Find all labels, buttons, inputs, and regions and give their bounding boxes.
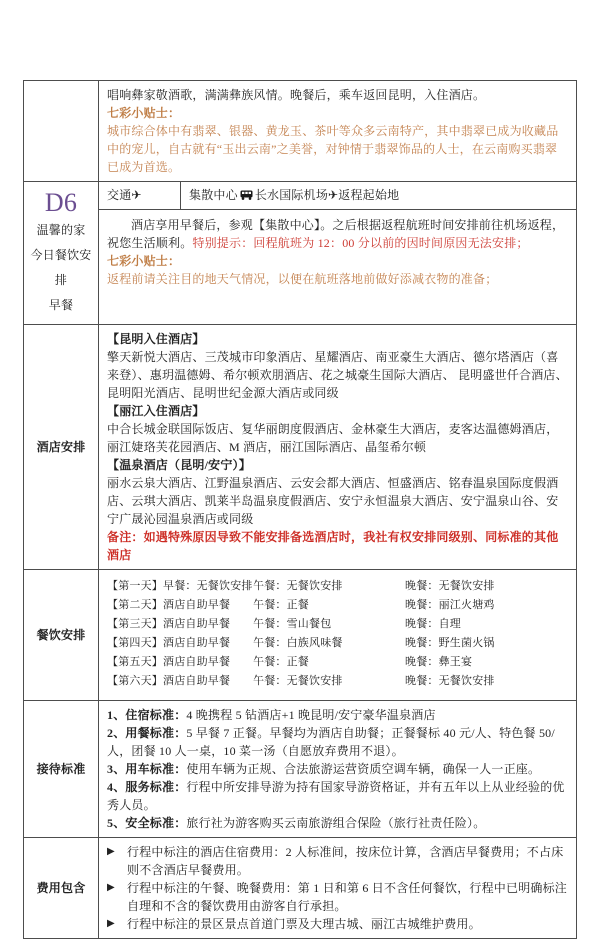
meal-day-row — [107, 653, 568, 672]
row-meals — [24, 570, 576, 701]
meal-lunch: 午餐：白族风味餐 — [253, 637, 343, 649]
meals-content — [99, 570, 576, 700]
day6-content — [99, 182, 576, 324]
tip-title: 七彩小贴士： — [107, 254, 181, 268]
bullet-triangle-icon: ▶ — [107, 882, 115, 893]
hotels-content — [99, 325, 576, 569]
standard-item — [107, 760, 568, 778]
row-hotels — [24, 325, 576, 570]
standard-title: 5、安全标准： — [107, 816, 187, 830]
fees-label: 费用包含 — [24, 838, 99, 938]
hotel-group-title: 【丽江入住酒店】 — [107, 404, 205, 418]
standard-body: 使用车辆为正规、合法旅游运营资质空调车辆，确保一人一正座。 — [186, 762, 541, 776]
bus-icon — [240, 187, 253, 205]
row-standards — [24, 701, 576, 838]
meal-lunch: 午餐：雪山餐包 — [253, 618, 332, 630]
transport-label: 交通 — [107, 188, 132, 202]
meal-day-row — [107, 596, 568, 615]
meal-day-breakfast: 【第一天】早餐：无餐饮安排 — [107, 580, 253, 592]
standard-body: 旅行社为游客购买云南旅游组合保险（旅行社责任险）。 — [186, 816, 486, 830]
hotel-group-list: 丽水云泉大酒店、江野温泉酒店、云安会都大酒店、恒盛酒店、铭春温泉国际度假酒店、云琪大酒店、凯莱半岛温泉度假酒店、安宁永恒温泉大酒店、安宁温泉山谷、安宁广晟沁园温泉酒店或同级 — [107, 476, 559, 526]
day-subtitle-1: 温馨的家 — [36, 223, 86, 237]
meal-dinner: 晚餐：丽江火塘鸡 — [405, 599, 495, 611]
standard-body: 4 晚携程 5 钻酒店+1 晚昆明/安宁豪华温泉酒店 — [186, 708, 436, 722]
meals-label: 餐饮安排 — [24, 570, 99, 700]
row-previous-day — [24, 81, 576, 182]
meal-day-row — [107, 615, 568, 634]
transport-route-cell — [181, 182, 576, 209]
meal-dinner: 晚餐：自理 — [405, 618, 461, 630]
hotel-group-list: 擎天新悦大酒店、三茂城市印象酒店、星耀酒店、南亚豪生大酒店、德尔塔酒店（喜来登）、惠玥温德姆、希尔顿欢朋酒店、花之城豪生国际大酒店、 昆明盛世仟合酒店、昆明阳光酒店、昆明世纪金源大酒店或同级 — [107, 350, 568, 400]
meal-day-breakfast: 【第五天】酒店自助早餐 — [107, 656, 231, 668]
bullet-triangle-icon: ▶ — [107, 846, 115, 857]
plane-icon: ✈ — [131, 188, 142, 202]
meal-dinner: 晚餐：无餐饮安排 — [405, 675, 495, 687]
standards-label: 接待标准 — [24, 701, 99, 837]
meal-dinner: 晚餐：无餐饮安排 — [405, 580, 495, 592]
standard-item — [107, 814, 568, 832]
fees-content — [99, 838, 576, 938]
meal-lunch: 午餐：正餐 — [253, 599, 309, 611]
meal-day-breakfast: 【第三天】酒店自助早餐 — [107, 618, 231, 630]
meal-day-breakfast: 【第二天】酒店自助早餐 — [107, 599, 231, 611]
hotel-group-title: 【昆明入住酒店】 — [107, 332, 205, 346]
standard-body: 5 早餐 7 正餐。早餐均为酒店自助餐；正餐餐标 40 元/人、特色餐 50/人，团餐 10 人一桌，10 菜一汤（自愿放弃费用不退）。 — [107, 726, 555, 758]
standard-title: 3、用车标准： — [107, 762, 187, 776]
transport-row — [99, 182, 576, 210]
row-day6 — [24, 182, 576, 325]
itinerary-table — [23, 80, 577, 939]
fee-item — [107, 915, 568, 933]
hotels-label: 酒店安排 — [24, 325, 99, 569]
day-code: D6 — [44, 188, 78, 217]
meal-lunch: 午餐：正餐 — [253, 656, 309, 668]
meal-lunch: 午餐：无餐饮安排 — [253, 675, 343, 687]
fee-text: 行程中标注的酒店住宿费用：2 人标准间，按床位计算，含酒店早餐费用；不占床则不含酒店早餐费用。 — [127, 845, 564, 877]
fee-text: 行程中标注的午餐、晚餐费用：第 1 日和第 6 日不含任何餐饮，行程中已明确标注自理和不含的餐饮费用由游客自行承担。 — [127, 881, 568, 913]
standard-title: 2、用餐标准： — [107, 726, 187, 740]
day-description — [99, 210, 576, 306]
meal-day-row — [107, 577, 568, 596]
route-mid: 长水国际机场 — [254, 188, 329, 202]
standard-item — [107, 724, 568, 760]
tip-body: 城市综合体中有翡翠、银器、黄龙玉、茶叶等众多云南特产，其中翡翠已成为收藏品中的宠儿，自古就有“玉出云南”之美誉，对钟情于翡翠饰品的人士，在云南购买翡翠已成为首选。 — [107, 124, 559, 174]
standard-item — [107, 778, 568, 814]
meal-dinner: 晚餐：彝王宴 — [405, 656, 473, 668]
description-text: 酒店享用早餐后，参观【集散中心】。之后根据返程航班时间安排前往机场返程，祝您生活顺利。 — [107, 218, 565, 250]
meal-day-row — [107, 672, 568, 691]
standard-title: 4、服务标准： — [107, 780, 187, 794]
previous-day-label-cell — [24, 81, 99, 181]
row-fees — [24, 838, 576, 938]
day-subtitle-2: 今日餐饮安排 — [30, 248, 92, 287]
hotel-group-list: 中合长城金联国际饭店、复华丽朗度假酒店、金林豪生大酒店，麦客达温德姆酒店，丽江婕珞芙花园酒店、M 酒店，丽江国际酒店、晶玺希尔顿 — [107, 422, 559, 454]
day6-label-cell — [24, 182, 99, 324]
special-notice-text: 特别提示：回程航班为 12：00 分以前的因时间原因无法安排； — [192, 236, 529, 250]
route-from: 集散中心 — [189, 188, 238, 202]
standard-body: 行程中所安排导游为持有国家导游资格证，并有五年以上从业经验的优秀人员。 — [107, 780, 565, 812]
meal-day-row — [107, 634, 568, 653]
plane-icon: ✈ — [328, 188, 339, 202]
meal-dinner: 晚餐：野生菌火锅 — [405, 637, 495, 649]
tip-body: 返程前请关注目的地天气情况，以便在航班落地前做好添减衣物的准备； — [107, 272, 498, 286]
hotel-note: 备注：如遇特殊原因导致不能安排备选酒店时，我社有权安排同级别、同标准的其他酒店 — [107, 530, 559, 562]
standard-item — [107, 706, 568, 724]
tip-title: 七彩小贴士： — [107, 106, 181, 120]
fee-item — [107, 843, 568, 879]
meal-day-breakfast: 【第四天】酒店自助早餐 — [107, 637, 231, 649]
transport-label-cell — [99, 182, 181, 209]
meal-day-breakfast: 【第六天】酒店自助早餐 — [107, 675, 231, 687]
fee-item — [107, 879, 568, 915]
day-subtitle-3: 早餐 — [48, 298, 74, 312]
fee-text: 行程中标注的景区景点首道门票及大理古城、丽江古城维护费用。 — [127, 917, 481, 931]
standard-title: 1、住宿标准： — [107, 708, 187, 722]
day-description-paragraph — [107, 216, 568, 252]
bullet-triangle-icon: ▶ — [107, 918, 115, 929]
previous-day-content — [99, 81, 576, 181]
meal-lunch: 午餐：无餐饮安排 — [253, 580, 343, 592]
previous-day-text: 唱响彝家敬酒歌，满满彝族风情。晚餐后，乘车返回昆明，入住酒店。 — [107, 88, 486, 102]
standards-content — [99, 701, 576, 837]
hotel-group-title: 【温泉酒店（昆明/安宁）】 — [107, 458, 251, 472]
route-to: 返程起始地 — [338, 188, 400, 202]
